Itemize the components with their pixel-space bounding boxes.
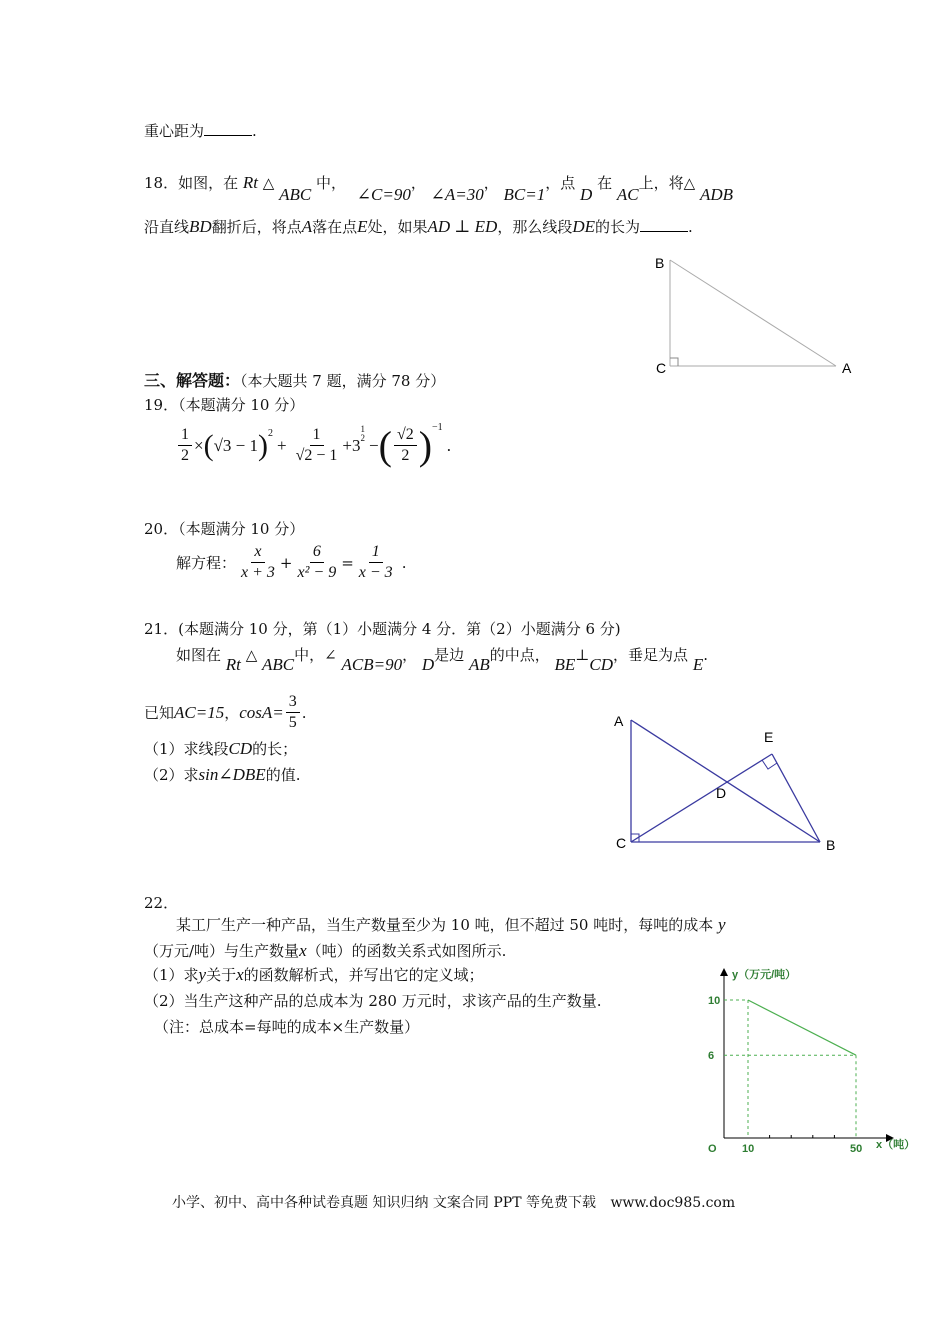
q21-cd: CD [228, 739, 253, 758]
perp-symbol: ⊥ [575, 646, 590, 664]
times-sign: × [194, 435, 204, 455]
q21-text: 的中点， [489, 646, 550, 664]
q21-cd: CD [589, 655, 614, 674]
q21-cosa: cosA= [239, 702, 284, 722]
x-tick-label: 10 [742, 1143, 755, 1155]
q18-text: ，那么线段 [497, 218, 573, 236]
q22-y: y [198, 965, 207, 984]
q21-text: 中，∠ [294, 646, 337, 664]
triangle-symbol: △ [262, 174, 275, 192]
q21-text: 已知 [144, 704, 175, 722]
sqrt3-minus-1: √3 − 1 [213, 435, 259, 455]
label-c: C [656, 360, 667, 376]
frac-1-over-x3 [356, 542, 396, 583]
q19-header: 19．（本题满分 10 分） [144, 396, 305, 414]
q18-text: 翻折后，将点 [211, 218, 302, 236]
label-a: A [842, 360, 852, 376]
minus-sign: − [369, 435, 379, 455]
q18-triangle-figure [650, 250, 860, 380]
q18-adb: ADB [699, 185, 733, 204]
q21-text: 如图在 [176, 646, 222, 664]
q18-angle-c: ∠C=90 [356, 185, 411, 204]
footer-url[interactable]: www.doc985.com [610, 1195, 736, 1211]
section-note: （本大题共 7 题，满分 78 分） [240, 372, 446, 390]
period: . [252, 122, 257, 140]
num: √2 [394, 425, 417, 446]
q22-x: x [236, 965, 244, 984]
paren-close: ) [418, 423, 433, 468]
segment-eb [772, 754, 820, 842]
den: 5 [288, 714, 297, 731]
q21-be: BE [554, 655, 576, 674]
q22-cost-chart [690, 962, 930, 1162]
den: 2 [181, 447, 189, 464]
den: √2 − 1 [295, 447, 338, 464]
q18-d: D [580, 185, 593, 204]
frac-1-over-sqrt2 [293, 425, 341, 466]
q18-e: E [357, 217, 368, 236]
q18-line1: 18．如图，在 Rt △ ABC 中， ∠C=90， ∠A=30， BC=1，点 D 在 AC上，将△ ADB [144, 173, 733, 204]
period: . [446, 435, 451, 455]
frac-x-over-x3 [238, 542, 278, 583]
q18-bc: BC=1 [503, 185, 546, 204]
y-tick-label: 10 [708, 995, 721, 1007]
q18-a: A [301, 217, 313, 236]
section-title: 三、解答题： [144, 371, 241, 390]
label-d: D [716, 785, 727, 801]
q22-para2 [144, 940, 506, 961]
q18-text: 的长为 [595, 218, 641, 236]
q21-e: E [692, 655, 704, 674]
q18-perp: AD ⊥ ED [427, 217, 498, 236]
q21-text: 的长； [252, 740, 298, 758]
q21-d: D [421, 655, 435, 674]
num: x [251, 542, 264, 563]
q18-angle-a: ∠A=30 [430, 185, 484, 204]
y-axis-label: y（万元/吨） [732, 969, 797, 981]
plus-three: +3 [342, 435, 361, 455]
q21-sin: sin∠DBE [198, 765, 266, 784]
q22-text: 的函数解析式，并写出它的定义域； [243, 966, 484, 984]
q22-text: （1）求 [144, 966, 199, 984]
q21-line1: 如图在 Rt △ ABC中，∠ ACB=90， D是边 AB的中点， BE⊥CD，垂足为点 E. [176, 646, 708, 674]
paren-close: ) [258, 428, 269, 462]
exponent-half [361, 425, 366, 443]
q21-text: 是边 [434, 646, 465, 664]
label-e: E [764, 729, 774, 745]
q22-text: （吨）的函数关系式如图所示. [306, 942, 507, 960]
den: 2 [360, 432, 366, 443]
q21-acb: ACB=90 [341, 655, 403, 674]
q18-text: ，点 [545, 174, 576, 192]
q20-header: 20．（本题满分 10 分） [144, 520, 305, 538]
num: 1 [360, 423, 366, 434]
q21-text: ，垂足为点 [613, 646, 689, 664]
label-c: C [616, 835, 627, 851]
num: 1 [310, 425, 324, 446]
footer-text: 小学、初中、高中各种试卷真题 知识归纳 文案合同 PPT 等免费下载 [172, 1195, 596, 1211]
right-angle-e [762, 760, 777, 769]
q22-text: （万元/吨）与生产数量 [144, 942, 300, 960]
q18-line2 [144, 216, 693, 237]
q22-text: 关于 [206, 966, 237, 984]
comma: ， [224, 704, 240, 722]
q18-de: DE [572, 217, 596, 236]
q21-line2 [144, 692, 307, 733]
x-tick-label: 50 [850, 1143, 863, 1155]
label-b: B [826, 837, 836, 853]
answer-blank [204, 123, 252, 136]
q19-expression [176, 422, 451, 469]
period: . [401, 553, 407, 572]
q21-text: 的值. [265, 766, 301, 784]
q21-triangle-figure [600, 706, 850, 856]
y-tick-label: 6 [708, 1050, 715, 1063]
den: 2 [401, 447, 410, 464]
q22-y: y [718, 915, 726, 934]
frac-3-over-5 [286, 692, 300, 733]
q18-text: 沿直线 [144, 218, 190, 236]
prev-text: 重心距为 [144, 122, 205, 140]
q18-bd: BD [189, 217, 212, 236]
origin-label: O [708, 1143, 717, 1155]
chart-marks [708, 995, 862, 1155]
label-a: A [614, 713, 624, 729]
prev-question-tail [144, 120, 257, 141]
den: x − 3 [358, 564, 393, 581]
q21-rt: Rt [225, 655, 241, 674]
q21-text: （1）求线段 [144, 740, 229, 758]
num: 6 [310, 542, 324, 563]
x-axis-label: x（吨） [876, 1139, 916, 1151]
plus-sign: + [279, 553, 293, 572]
answer-blank [640, 219, 688, 232]
q18-text: 在 [597, 174, 613, 192]
q18-text: 落在点 [312, 218, 358, 236]
q22-text: 某工厂生产一种产品，当生产数量至少为 10 吨，但不超过 50 吨时，每吨的成本 [176, 916, 714, 934]
q18-text: 中， [315, 174, 346, 192]
frac-half [178, 425, 192, 466]
label-b: B [655, 255, 665, 271]
q21-abc: ABC [262, 655, 295, 674]
q22-x: x [299, 941, 307, 960]
triangle-symbol: △ [245, 646, 258, 664]
q21-part1 [144, 738, 297, 759]
num: 3 [286, 692, 300, 713]
exponent-2: 2 [268, 428, 274, 439]
frac-6-over-x2 [295, 542, 340, 583]
exponent-neg1: −1 [432, 422, 443, 433]
den: x² − 9 [297, 564, 337, 581]
q21-text: （2）求 [144, 766, 199, 784]
q18-abc: ABC [279, 185, 312, 204]
den: x + 3 [241, 564, 275, 581]
period: . [301, 703, 307, 722]
q21-ab: AB [468, 655, 490, 674]
q22-para1 [176, 914, 726, 935]
q18-ac: AC [616, 185, 639, 204]
num: 1 [369, 542, 383, 563]
frac-sqrt2-over-2 [394, 425, 417, 466]
right-angle-mark [670, 358, 678, 366]
q18-number: 18．如图，在 [144, 174, 239, 192]
q21-part2 [144, 764, 300, 785]
q22-note: （注：总成本=每吨的成本×生产数量） [154, 1018, 420, 1036]
y-axis-arrow-icon [720, 968, 728, 976]
q22-number: 22． [144, 894, 179, 912]
num: 1 [178, 425, 192, 446]
series-line [748, 1000, 856, 1055]
footer [172, 1192, 735, 1212]
period: . [688, 218, 693, 236]
q18-rt: Rt [242, 173, 258, 192]
equals-sign: = [341, 553, 354, 572]
side-ba [670, 260, 836, 366]
paren-open: ( [203, 428, 214, 462]
q21-header: 21．(本题满分 10 分，第（1）小题满分 4 分．第（2）小题满分 6 分) [144, 620, 621, 638]
q20-equation [176, 542, 406, 583]
q22-part2: （2）当生产这种产品的总成本为 280 万元时，求该产品的生产数量. [144, 992, 602, 1010]
solve-label: 解方程： [176, 554, 237, 572]
paren-open: ( [378, 423, 392, 468]
q21-ac15: AC=15 [174, 702, 225, 722]
period: . [703, 646, 708, 664]
plus-sign: + [277, 435, 287, 455]
q18-text: 上，将△ [638, 174, 696, 192]
q22-part1 [144, 964, 484, 985]
q18-text: 处，如果 [367, 218, 428, 236]
section-3-heading [144, 368, 445, 391]
